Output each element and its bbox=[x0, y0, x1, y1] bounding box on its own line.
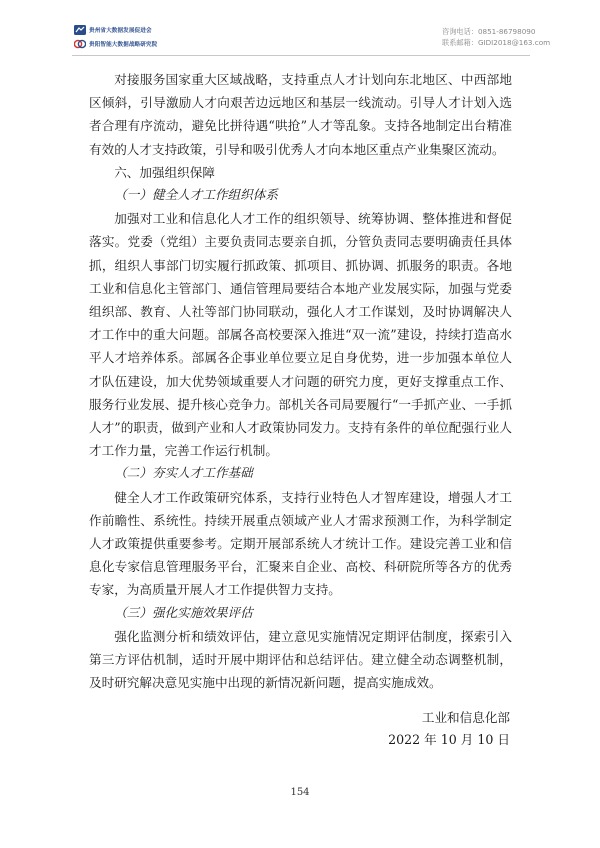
signature-organization: 工业和信息化部 bbox=[421, 710, 510, 725]
logo bbox=[74, 24, 194, 52]
logo-association-name: 贵州省大数据发展促进会 bbox=[89, 28, 152, 34]
subsection-heading-1: （一）健全人才工作组织体系 bbox=[114, 188, 278, 203]
signature-date: 2022 年 10 月 10 日 bbox=[388, 732, 510, 747]
signature-block bbox=[388, 707, 510, 751]
document-body bbox=[89, 68, 512, 694]
institute-logo-icon bbox=[74, 39, 86, 49]
subsection-heading-2: （二）夯实人才工作基础 bbox=[114, 466, 253, 481]
paragraph-regional-talent-flow: 对接服务国家重大区域战略，支持重点人才计划向东北地区、中西部地区倾斜，引导激励人才向艰苦边远地区和基层一线流动。引导人才计划入选者合理有序流动，避免比拼待遇“哄抢”人才等乱象。支持各地制定出台精准有效的人才支持政策，引导和吸引优秀人才向本地区重点产业集聚区流动。 bbox=[89, 72, 512, 157]
logo-row-institute bbox=[74, 38, 157, 50]
subsection-heading-3: （三）强化实施效果评估 bbox=[114, 605, 253, 620]
contact-phone: 咨询电话：0851-86798090 bbox=[442, 27, 536, 36]
contact-info bbox=[442, 26, 550, 48]
paragraph-work-foundation: 健全人才工作政策研究体系，支持行业特色人才智库建设，增强人才工作前瞻性、系统性。持续开展重点领域产业人才需求预测工作，为科学制定人才政策提供重要参考。定期开展部系统人才统计工作。建设完善工业和信息化专家信息管理服务平台，汇聚来自企业、高校、科研院所等各方的优秀专家，为高质量开展人才工作提供智力支持。 bbox=[89, 489, 512, 598]
association-logo-icon bbox=[74, 25, 86, 35]
page-header bbox=[0, 0, 600, 56]
page-number: 154 bbox=[290, 787, 310, 798]
paragraph-evaluation: 强化监测分析和绩效评估，建立意见实施情况定期评估制度，探索引入第三方评估机制，适时开展中期评估和总结评估。建立健全动态调整机制，及时研究解决意见实施中出现的新情况新问题，提高实施成效。 bbox=[89, 628, 512, 691]
contact-email: 联系邮箱：GIDI2018@163.com bbox=[442, 38, 551, 47]
paragraph-organization-system: 加强对工业和信息化人才工作的组织领导、统筹协调、整体推进和督促落实。党委（党组）主要负责同志要亲自抓，分管负责同志要明确责任具体抓，组织人事部门切实履行抓政策、抓项目、抓协调、抓服务的职责。各地工业和信息化主管部门、通信管理局要结合本地产业发展实际，加强与党委组织部、教育、人社等部门协同联动，强化人才工作谋划，及时协调解决人才工作中的重大问题。部属各高校要深入推进“双一流”建设，持续打造高水平人才培养体系。部属各企事业单位要立足自身优势，进一步加强本单位人才队伍建设，加大优势领域重要人才问题的研究力度，更好支撑重点工作、服务行业发展、提升核心竞争力。部机关各司局要履行“一手抓产业、一手抓人才”的职责，做到产业和人才政策协同发力。支持有条件的单位配强行业人才工作力量，完善工作运行机制。 bbox=[89, 211, 512, 459]
logo-institute-name: 贵阳智能大数据战略研究院 bbox=[89, 42, 158, 48]
section-heading: 六、加强组织保障 bbox=[114, 164, 215, 180]
header-divider bbox=[72, 55, 530, 56]
logo-row-association bbox=[74, 24, 152, 36]
